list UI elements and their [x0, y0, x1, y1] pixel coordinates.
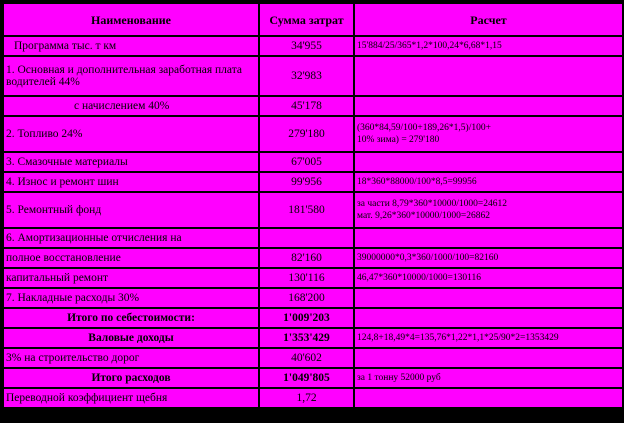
row-name: 3% на строительство дорог: [4, 349, 258, 367]
row-calc: 46,47*360*10000/1000=130116: [355, 269, 622, 287]
row-name: 1. Основная и дополнительная заработная плата водителей 44%: [4, 57, 258, 95]
header-sum: Сумма затрат: [260, 4, 353, 35]
cost-table: [2, 2, 624, 409]
row-name: 6. Амортизационные отчисления на: [4, 229, 258, 247]
row-name: 4. Износ и ремонт шин: [4, 173, 258, 191]
row-sum: 1'353'429: [260, 329, 353, 347]
row-calc: [355, 289, 622, 307]
row-calc: [355, 117, 622, 151]
row-sum: 82'160: [260, 249, 353, 267]
table-row: [4, 269, 622, 287]
table-row: [4, 57, 622, 95]
row-sum: 45'178: [260, 97, 353, 115]
calc-line: мат. 9,26*360*10000/1000=26862: [357, 211, 490, 221]
row-name: 7. Накладные расходы 30%: [4, 289, 258, 307]
row-sum: 32'983: [260, 57, 353, 95]
row-name: Переводной коэффициент щебня: [4, 389, 258, 407]
table-row: [4, 97, 622, 115]
row-sum: 279'180: [260, 117, 353, 151]
row-calc: [355, 349, 622, 367]
row-calc: 15'884/25/365*1,2*100,24*6,68*1,15: [355, 37, 622, 55]
row-calc: [355, 97, 622, 115]
row-name: 3. Смазочные материалы: [4, 153, 258, 171]
table-row: [4, 309, 622, 327]
row-name: 5. Ремонтный фонд: [4, 193, 258, 227]
row-sum: [260, 229, 353, 247]
row-calc: [355, 153, 622, 171]
row-calc: 124,8+18,49*4=135,76*1,22*1,1*25/90*2=1353429: [355, 329, 622, 347]
row-name: капитальный ремонт: [4, 269, 258, 287]
table-row: [4, 329, 622, 347]
row-sum: 34'955: [260, 37, 353, 55]
table-row: [4, 389, 622, 407]
row-sum: 1'049'805: [260, 369, 353, 387]
row-calc: [355, 229, 622, 247]
table-row: [4, 229, 622, 247]
row-name: Итого по себестоимости:: [4, 309, 258, 327]
table-row: [4, 153, 622, 171]
row-sum: 168'200: [260, 289, 353, 307]
row-sum: 40'602: [260, 349, 353, 367]
row-sum: 1,72: [260, 389, 353, 407]
table-row: [4, 349, 622, 367]
row-calc: [355, 389, 622, 407]
row-name: полное восстановление: [4, 249, 258, 267]
header-row: [4, 4, 622, 35]
row-sum: 130'116: [260, 269, 353, 287]
row-calc: 18*360*88000/100*8,5=99956: [355, 173, 622, 191]
row-sum: 181'580: [260, 193, 353, 227]
row-sum: 1'009'203: [260, 309, 353, 327]
row-calc: [355, 309, 622, 327]
header-calc: Расчет: [355, 4, 622, 35]
row-name: Программа тыс. т км: [4, 37, 258, 55]
table-row: [4, 249, 622, 267]
calc-line: за части 8,79*360*10000/1000=24612: [357, 199, 508, 209]
table-row: [4, 289, 622, 307]
row-sum: 99'956: [260, 173, 353, 191]
row-calc: 39000000*0,3*360/1000/100=82160: [355, 249, 622, 267]
table-row: [4, 369, 622, 387]
table-row: [4, 37, 622, 55]
row-sum: 67'005: [260, 153, 353, 171]
row-calc: [355, 57, 622, 95]
table-row: [4, 173, 622, 191]
table-row: [4, 117, 622, 151]
row-calc: [355, 193, 622, 227]
row-name: Валовые доходы: [4, 329, 258, 347]
calc-line: 10% зима) = 279'180: [357, 135, 440, 145]
row-name: Итого расходов: [4, 369, 258, 387]
calc-line: (360*84,59/100+189,26*1,5)/100+: [357, 123, 491, 133]
row-calc: за 1 тонну 52000 руб: [355, 369, 622, 387]
row-name: 2. Топливо 24%: [4, 117, 258, 151]
table-row: [4, 193, 622, 227]
row-name: с начислением 40%: [4, 97, 258, 115]
header-name: Наименование: [4, 4, 258, 35]
